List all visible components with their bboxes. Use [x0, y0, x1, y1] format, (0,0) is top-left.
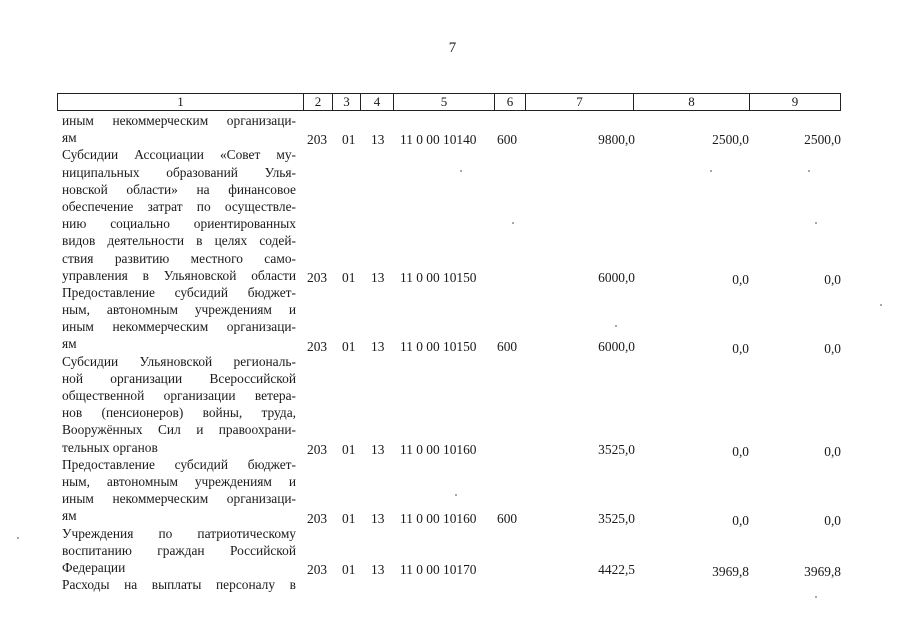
cell-section: 203: [307, 442, 328, 457]
cell-amount-2: 0,0: [732, 272, 749, 287]
scan-speck: [512, 222, 514, 224]
cell-amount-1: 6000,0: [598, 270, 635, 285]
scan-speck: [815, 222, 817, 224]
cell-amount-2: 0,0: [732, 341, 749, 356]
description-line: Субсидии Ассоциации «Совет му-: [62, 147, 296, 163]
description-line: иным некоммерческим организаци-: [62, 113, 296, 128]
page-number: 7: [448, 40, 457, 56]
cell-amount-1: 9800,0: [598, 132, 635, 147]
cell-section: 203: [307, 562, 328, 577]
cell-subsection: 01: [342, 270, 356, 285]
header-col-7: 7: [526, 94, 634, 110]
header-col-5: 5: [394, 94, 495, 110]
cell-amount-3: 2500,0: [804, 132, 841, 147]
cell-subsection-2: 13: [371, 270, 385, 285]
cell-amount-1: 3525,0: [598, 511, 635, 526]
cell-amount-1: 3525,0: [598, 442, 635, 457]
cell-amount-3: 3969,8: [804, 564, 841, 579]
cell-amount-2: 3969,8: [712, 564, 749, 579]
cell-subsection: 01: [342, 562, 356, 577]
header-col-6: 6: [495, 94, 526, 110]
cell-subsection: 01: [342, 442, 356, 457]
table-header: [57, 93, 841, 111]
description-line: Предоставление субсидий бюджет-: [62, 456, 296, 472]
cell-target-code: 11 0 00 10160: [400, 511, 477, 526]
description-line: воспитанию граждан Российской: [62, 542, 296, 558]
description-line: ям: [62, 336, 77, 352]
description-line: ствия развитию местного само-: [62, 250, 296, 266]
description-column: [62, 112, 296, 593]
scan-speck: [815, 596, 817, 598]
header-col-9: 9: [791, 94, 799, 109]
description-line: ным, автономным учреждениям и: [62, 302, 296, 318]
description-line: новской области» на финансовое: [62, 181, 296, 197]
description-line: тельных органов: [62, 439, 158, 455]
description-line: иным некоммерческим организаци-: [62, 491, 296, 507]
scan-speck: [460, 170, 462, 172]
cell-target-code: 11 0 00 10140: [400, 132, 477, 147]
cell-expense-type: 600: [497, 132, 518, 147]
scan-speck: [808, 170, 810, 172]
cell-subsection-2: 13: [371, 339, 385, 354]
cell-expense-type: 600: [497, 339, 518, 354]
cell-amount-1: 6000,0: [598, 339, 635, 354]
cell-amount-2: 0,0: [732, 444, 749, 459]
cell-subsection: 01: [342, 511, 356, 526]
cell-amount-3: 0,0: [824, 513, 841, 528]
scan-speck: [615, 325, 617, 327]
description-line: нов (пенсионеров) войны, труда,: [62, 405, 296, 421]
description-line: нию социально ориентированных: [62, 216, 296, 232]
description-line: ной организации Всероссийской: [62, 370, 296, 386]
description-line: Вооружённых Сил и правоохрани-: [62, 422, 296, 438]
cell-section: 203: [307, 270, 328, 285]
cell-subsection-2: 13: [371, 562, 385, 577]
cell-subsection-2: 13: [371, 442, 385, 457]
cell-amount-2: 0,0: [732, 513, 749, 528]
header-col-2: 2: [304, 94, 333, 110]
description-line: Расходы на выплаты персоналу в: [62, 577, 296, 593]
description-line: управления в Ульяновской области: [62, 267, 296, 283]
cell-subsection: 01: [342, 339, 356, 354]
description-line: ниципальных образований Улья-: [62, 164, 296, 180]
scan-speck: [455, 494, 457, 496]
cell-target-code: 11 0 00 10150: [400, 270, 477, 285]
header-col-3: 3: [333, 94, 361, 110]
cell-amount-3: 0,0: [824, 272, 841, 287]
description-line: Предоставление субсидий бюджет-: [62, 284, 296, 300]
description-line: общественной организации ветера-: [62, 388, 296, 403]
scan-speck: [880, 304, 882, 306]
cell-target-code: 11 0 00 10150: [400, 339, 477, 354]
cell-amount-1: 4422,5: [598, 562, 635, 577]
cell-section: 203: [307, 511, 328, 526]
description-line: видов деятельности в целях содей-: [62, 233, 296, 249]
description-line: ям: [62, 508, 77, 524]
scan-speck: [17, 537, 19, 539]
cell-amount-3: 0,0: [824, 341, 841, 356]
description-line: ным, автономным учреждениям и: [62, 473, 296, 489]
cell-amount-2: 2500,0: [712, 132, 749, 147]
header-col-8: 8: [634, 94, 750, 110]
cell-expense-type: 600: [497, 511, 518, 526]
description-line: обеспечение затрат по осуществле-: [62, 198, 296, 214]
header-col-1: 1: [58, 94, 304, 110]
header-col-4: 4: [361, 94, 394, 110]
description-line: иным некоммерческим организаци-: [62, 319, 296, 335]
description-line: ям: [62, 130, 77, 146]
cell-target-code: 11 0 00 10160: [400, 442, 477, 457]
cell-section: 203: [307, 132, 328, 147]
cell-subsection: 01: [342, 132, 356, 147]
cell-section: 203: [307, 339, 328, 354]
cell-subsection-2: 13: [371, 132, 385, 147]
cell-target-code: 11 0 00 10170: [400, 562, 477, 577]
description-line: Федерации: [62, 559, 126, 575]
scan-speck: [710, 170, 712, 172]
cell-subsection-2: 13: [371, 511, 385, 526]
cell-amount-3: 0,0: [824, 444, 841, 459]
description-line: Учреждения по патриотическому: [62, 525, 296, 541]
description-line: Субсидии Ульяновской региональ-: [62, 353, 296, 369]
